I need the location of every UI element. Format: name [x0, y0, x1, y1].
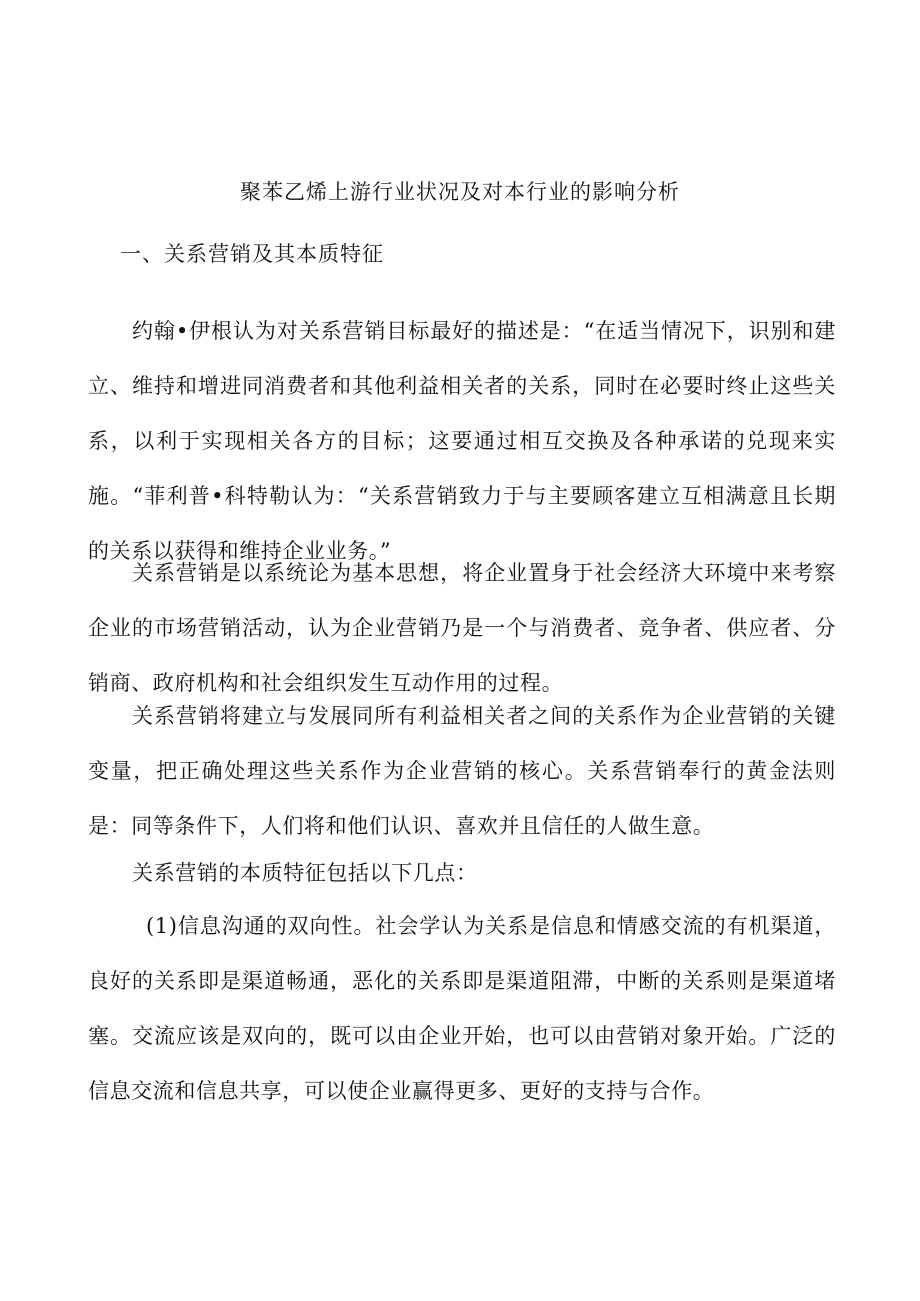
paragraph-key-variable: 关系营销将建立与发展同所有利益相关者之间的关系作为企业营销的关键变量，把正确处理这些关系作为企业营销的核心。关系营销奉行的黄金法则是：同等条件下，人们将和他们认识、喜欢并且信任的人做生意。 — [88, 704, 836, 838]
paragraph-feature-1: (1)信息沟通的双向性。社会学认为关系是信息和情感交流的有机渠道，良好的关系即是渠道畅通，恶化的关系即是渠道阻滞，中断的关系则是渠道堵塞。交流应该是双向的，既可以由企业开始，也可以由营销对象开始。广泛的信息交流和信息共享，可以使企业赢得更多、更好的支持与合作。 — [88, 914, 836, 1103]
section-heading: 一、关系营销及其本质特征 — [120, 242, 384, 266]
paragraph-features-intro: 关系营销的本质特征包括以下几点： — [132, 861, 478, 885]
paragraph-system-theory: 关系营销是以系统论为基本思想，将企业置身于社会经济大环境中来考察企业的市场营销活动，认为企业营销乃是一个与消费者、竞争者、供应者、分销商、政府机构和社会组织发生互动作用的过程。 — [88, 561, 836, 695]
document-title: 聚苯乙烯上游行业状况及对本行业的影响分析 — [240, 180, 680, 204]
paragraph-definition: 约翰•伊根认为对关系营销目标最好的描述是：“在适当情况下，识别和建立、维持和增进同消费者和其他利益相关者的关系，同时在必要时终止这些关系，以利于实现相关各方的目标；这要通过相互交换及各种承诺的兑现来实施。“菲利普•科特勒认为：“关系营销致力于与主要顾客建立互相满意且长期的关系以获得和维持企业业务。” — [88, 319, 836, 563]
